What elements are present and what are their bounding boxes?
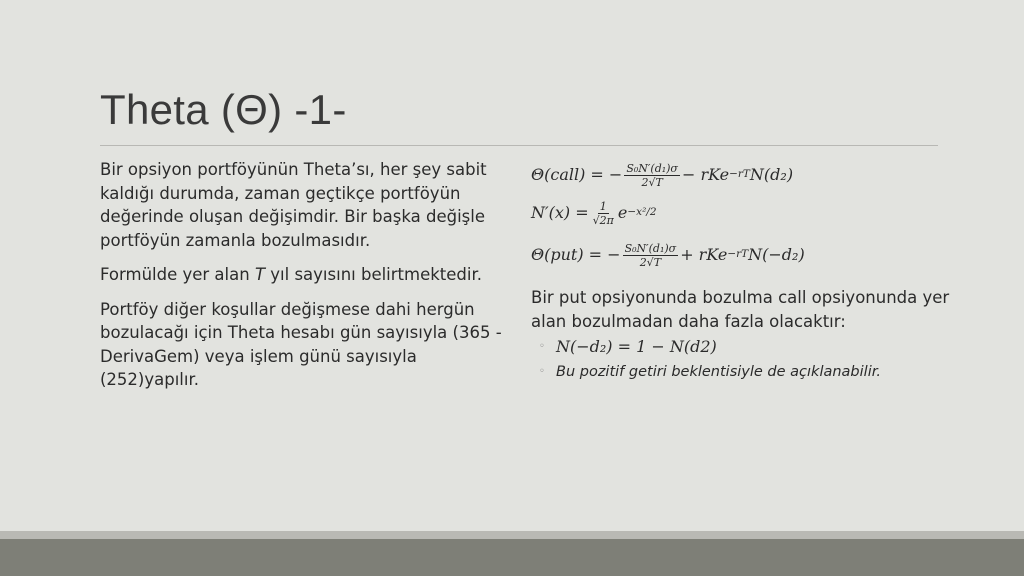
right-column [531,160,951,384]
slide-title: Theta (Θ) -1- [100,86,347,133]
footer-light-band [0,531,1024,539]
ring-bullet-icon: ◦ [539,341,545,352]
bullet2-text: Bu pozitif getiri beklentisiyle de açıklanabilir. [556,364,881,380]
eq1-exponent: −rT [729,168,750,181]
paragraph-definition: Bir opsiyon portföyünün Theta’sı, her şey sabit kaldığı durumda, zaman geçtikçe portföyün değerinde oluşan değişimdir. Bir başka değişle portföyün zamanla bozulmasıdır. [100,160,487,250]
eq2-denominator: √2π [592,213,614,227]
eq2-fraction [591,200,616,227]
bullet1-formula: N(−d₂) = 1 − N(d2) [556,337,717,356]
eq2-rhs: e [617,203,628,223]
eq1-tail: N(d₂) [749,165,794,185]
eq2-exponent: −x²/2 [627,206,657,219]
eq3-exponent: −rT [727,248,749,261]
eq2-lhs: N′(x) = [531,203,589,223]
eq3-denominator: 2√T [639,255,662,269]
equation-theta-put [531,240,951,270]
ring-bullet-icon: ◦ [539,366,545,377]
eq3-fraction [623,242,679,269]
title-divider [100,145,938,146]
p2-text-before: Formülde yer alan [100,265,255,284]
equation-theta-call [531,160,951,190]
eq3-lhs: Θ(put) = − [531,245,621,265]
eq1-rhs: − rKe [681,165,730,185]
put-decay-text: Bir put opsiyonunda bozulma call opsiyonunda yer alan bozulmadan daha fazla olacaktır: [531,288,950,331]
eq1-numerator: S₀N′(d₁)σ [626,161,678,175]
eq1-denominator: 2√T [641,175,663,189]
eq1-fraction [624,162,680,189]
sub-bullet-2 [539,360,951,384]
footer-dark-band [0,539,1024,576]
left-column [100,158,510,403]
eq3-rhs: + rKe [680,245,728,265]
sub-bullet-list [531,335,951,384]
eq3-numerator: S₀N′(d₁)σ [624,241,677,255]
sub-bullet-1 [539,335,951,360]
p2-variable-T: T [254,265,266,284]
eq1-lhs: Θ(call) = − [531,165,623,185]
equation-n-prime [531,198,951,228]
eq2-numerator: 1 [599,199,607,213]
paragraph-day-count: Portföy diğer koşullar değişmese dahi hergün bozulacağı için Theta hesabı gün sayısıyla (365 - DerivaGem) veya işlem günü sayısıyla (252)yapılır. [100,299,502,389]
paragraph-T-definition [100,263,510,287]
p2-text-after: yıl sayısını belirtmektedir. [265,265,482,284]
eq3-tail: N(−d₂) [748,245,805,265]
